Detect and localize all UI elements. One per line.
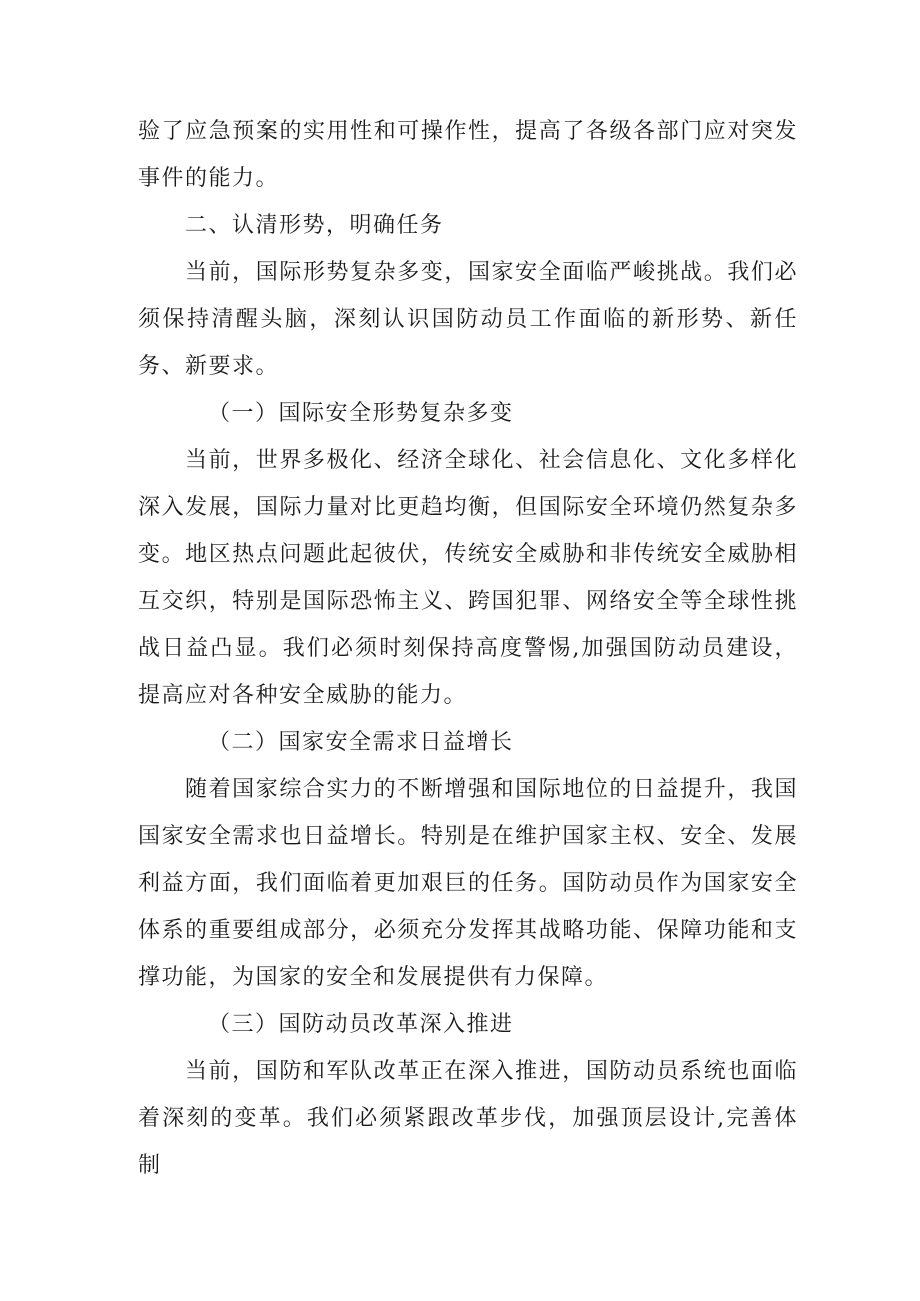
- subsection-heading: （二）国家安全需求日益增长: [208, 730, 514, 755]
- paragraph: 当前，国防和军队改革正在深入推进，国防动员系统也面临着深刻的变革。我们必须紧跟改革步伐，加强顶层设计,完善体制: [138, 1059, 798, 1178]
- document-body: [138, 108, 798, 1189]
- paragraph: 随着国家综合实力的不断增强和国际地位的日益提升，我国国家安全需求也日益增长。特别是在维护国家主权、安全、发展利益方面，我们面临着更加艰巨的任务。国防动员作为国家安全体系的重要组成部分，必须充分发挥其战略功能、保障功能和支撑功能，为国家的安全和发展提供有力保障。: [138, 777, 798, 990]
- paragraph: 当前，世界多极化、经济全球化、社会信息化、文化多样化深入发展，国际力量对比更趋均衡，但国际安全环境仍然复杂多变。地区热点问题此起彼伏，传统安全威胁和非传统安全威胁相互交织，特别是国际恐怖主义、跨国犯罪、网络安全等全球性挑战日益凸显。我们必须时刻保持高度警惕,加强国防动员建设，提高应对各种安全威胁的能力。: [138, 448, 798, 708]
- paragraph: 当前，国际形势复杂多变，国家安全面临严峻挑战。我们必须保持清醒头脑，深刻认识国防动员工作面临的新形势、新任务、新要求。: [138, 260, 798, 379]
- subsection-heading: （一）国际安全形势复杂多变: [208, 401, 514, 426]
- subsection-heading: （三）国防动员改革深入推进: [208, 1012, 514, 1037]
- paragraph-continued: 验了应急预案的实用性和可操作性，提高了各级各部门应对突发事件的能力。: [138, 119, 798, 191]
- section-heading: 二、认清形势，明确任务: [185, 213, 444, 238]
